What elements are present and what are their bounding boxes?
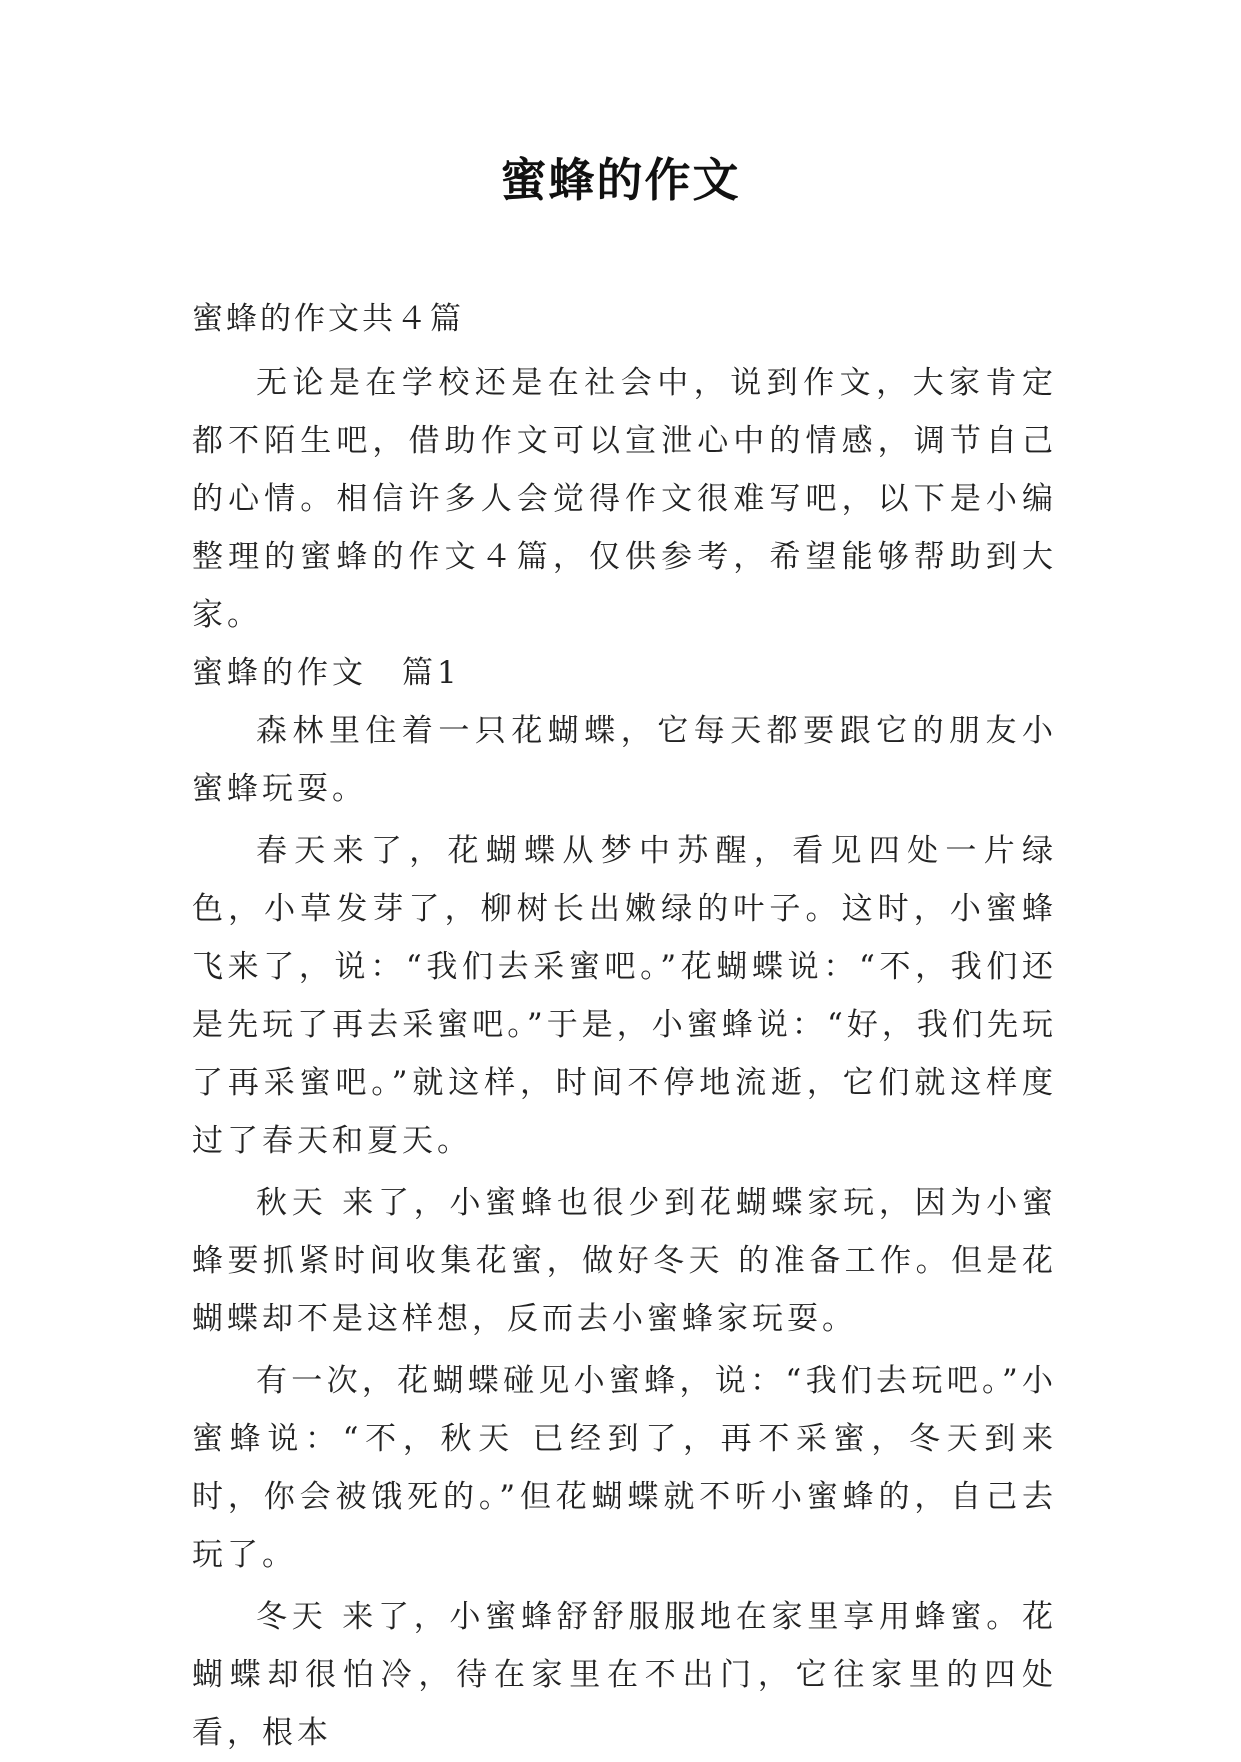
document-title: 蜜蜂的作文 [500, 153, 741, 207]
paragraph-5: 冬天 来了，小蜜蜂舒舒服服地在家里享用蜂蜜。花蝴蝶却很怕冷，待在家里在不出门，它往家里的四处看，根本 [192, 1599, 1057, 1751]
document-body [192, 354, 1057, 1762]
intro-paragraph: 无论是在学校还是在社会中，说到作文，大家肯定都不陌生吧，借助作文可以宣泄心中的情感，调节自己的心情。相信许多人会觉得作文很难写吧，以下是小编整理的蜜蜂的作文４篇，仅供参考，希望能够帮助到大家。 [192, 365, 1057, 633]
document-subtitle: 蜜蜂的作文共４篇 [192, 301, 464, 337]
paragraph-4: 有一次，花蝴蝶碰见小蜜蜂，说：“我们去玩吧。”小蜜蜂说：“不，秋天 已经到了，再不采蜜，冬天到来时，你会被饿死的。”但花蝴蝶就不听小蜜蜂的，自己去玩了。 [192, 1363, 1057, 1573]
paragraph-1: 森林里住着一只花蝴蝶，它每天都要跟它的朋友小蜜蜂玩耍。 [192, 713, 1057, 807]
paragraph-2: 春天来了，花蝴蝶从梦中苏醒，看见四处一片绿色，小草发芽了，柳树长出嫩绿的叶子。这时，小蜜蜂飞来了，说：“我们去采蜜吧。”花蝴蝶说：“不，我们还是先玩了再去采蜜吧。”于是，小蜜蜂说：“好，我们先玩了再采蜜吧。”就这样，时间不停地流逝，它们就这样度过了春天和夏天。 [192, 833, 1057, 1159]
section-heading: 蜜蜂的作文 篇1 [192, 655, 461, 691]
paragraph-3: 秋天 来了，小蜜蜂也很少到花蝴蝶家玩，因为小蜜蜂要抓紧时间收集花蜜，做好冬天 的准备工作。但是花蝴蝶却不是这样想，反而去小蜜蜂家玩耍。 [192, 1185, 1057, 1337]
